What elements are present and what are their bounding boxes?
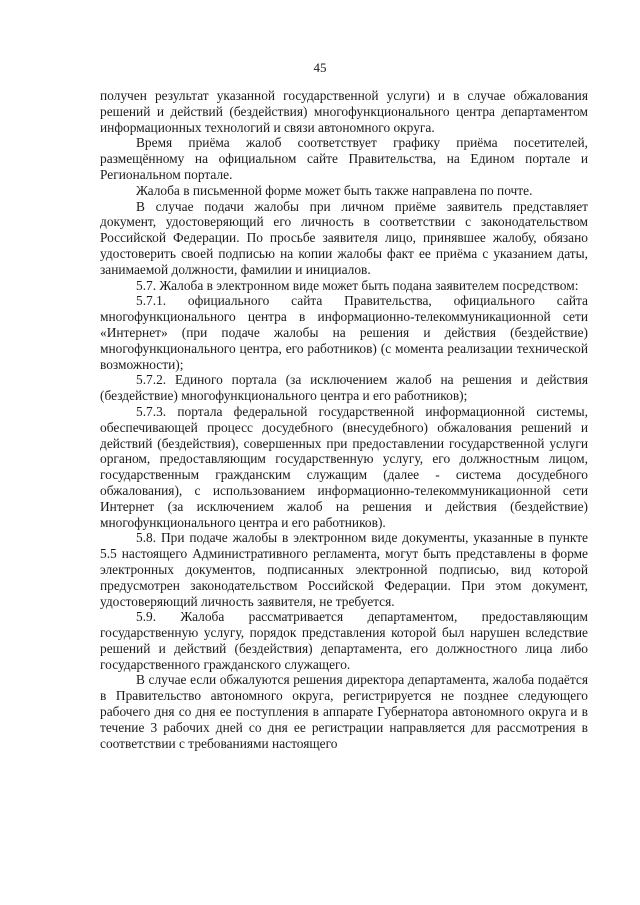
paragraph-5-9: 5.9. Жалоба рассматривается департаментом, предоставляющим государственную услугу, порядок представления которой был нарушен вследствие решений и действий (бездействия) департамента, его должностного лица либо государственного гражданского служащего. bbox=[100, 609, 588, 672]
paragraph-5-7-3: 5.7.3. портала федеральной государственной информационной системы, обеспечивающей процесс досудебного (внесудебного) обжалования решений и действий (бездействия), совершенных при предоставлении государственной услуги органом, предоставляющим государственную услугу, его должностным лицом, государственным гражданским служащим (далее - система досудебного обжалования), с использованием информационно-телекоммуникационной сети Интернет (за исключением жалоб на решения и действия (бездействие) многофункционального центра и его работников). bbox=[100, 403, 588, 530]
document-body bbox=[100, 88, 588, 751]
page-number: 45 bbox=[313, 60, 327, 75]
paragraph-5-8: 5.8. При подаче жалобы в электронном виде документы, указанные в пункте 5.5 настоящего Административного регламента, могут быть представлены в форме электронных документов, подписанных электронной подписью, вид которой предусмотрен законодательством Российской Федерации. При этом документ, удостоверяющий личность заявителя, не требуется. bbox=[100, 530, 588, 609]
paragraph-personal-reception: В случае подачи жалобы при личном приёме заявитель представляет документ, удостоверяющий его личность в соответствии с законодательством Российской Федерации. По просьбе заявителя лицо, принявшее жалобу, обязано удостоверить своей подписью на копии жалобы факт ее приёма с указанием даты, занимаемой должности, фамилии и инициалов. bbox=[100, 198, 588, 277]
paragraph-5-7-1: 5.7.1. официального сайта Правительства, официального сайта многофункционального центра в информационно-телекоммуникационной сети «Интернет» (при подаче жалобы на решения и действия (бездействие) многофункционального центра, его работников) (с момента реализации технической возможности); bbox=[100, 293, 588, 372]
paragraph-complaint-hours: Время приёма жалоб соответствует графику приёма посетителей, размещённому на официальном сайте Правительства, на Едином портале и Региональном портале. bbox=[100, 135, 588, 182]
paragraph-5-7-2: 5.7.2. Единого портала (за исключением жалоб на решения и действия (бездействие) многофункционального центра и его работников); bbox=[100, 372, 588, 404]
paragraph-director-decisions: В случае если обжалуются решения директора департамента, жалоба подаётся в Правительство автономного округа, регистрируется не позднее следующего рабочего дня со дня ее поступления в аппарате Губернатора автономного округа и в течение 3 рабочих дней со дня ее регистрации направляется для рассмотрения в соответствии с требованиями настоящего bbox=[100, 672, 588, 751]
paragraph-postal-complaint: Жалоба в письменной форме может быть также направлена по почте. bbox=[136, 182, 533, 198]
paragraph-continuation: получен результат указанной государственной услуги) и в случае обжалования решений и действий (бездействия) многофункционального центра департаментом информационных технологий и связи автономного округа. bbox=[100, 88, 588, 135]
paragraph-5-7: 5.7. Жалоба в электронном виде может быть подана заявителем посредством: bbox=[136, 277, 579, 293]
